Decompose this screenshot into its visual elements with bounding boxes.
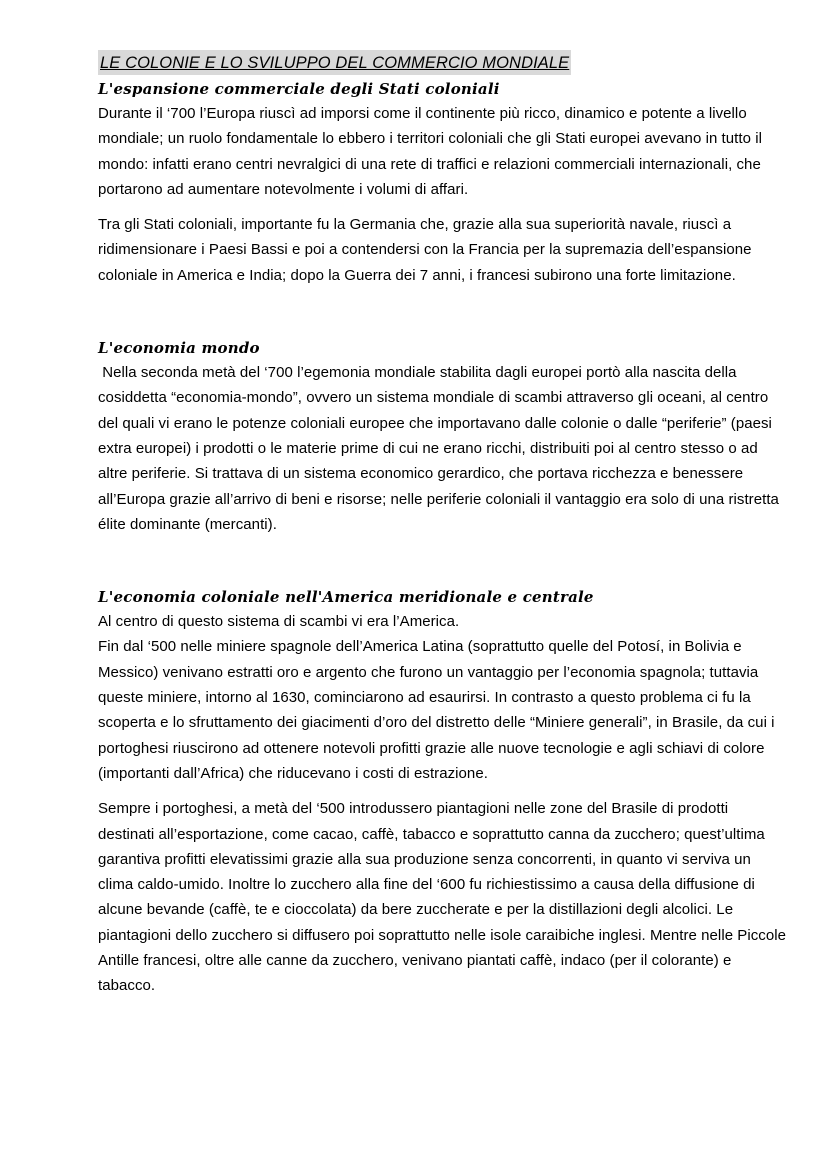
- paragraph: Al centro di questo sistema di scambi vi era l’America.: [98, 613, 460, 631]
- paragraph: Fin dal ‘500 nelle miniere spagnole dell’America Latina (soprattutto quelle del Potosí, in Bolivia e Messico) venivano estratti oro e argento che furono un vantaggio per l’economia spagnola; tuttavia queste miniere, intorno al 1630, cominciarono ad esaurirsi. In contrasto a questo problema ci fu la scoperta e lo sfruttamento dei giacimenti d’oro del distretto delle “Miniere generali”, in Brasile, da cui i portoghesi riuscirono ad ottenere notevoli profitti grazie alle nuove tecnologie e agli schiavi di colore (importanti dall’Africa) che riducevano i costi di estrazione.: [98, 638, 775, 782]
- section-heading-commercial-expansion: L'espansione commerciale degli Stati coloniali: [98, 80, 500, 98]
- document-title: LE COLONIE E LO SVILUPPO DEL COMMERCIO MONDIALE: [98, 50, 571, 75]
- section-heading-world-economy: L'economia mondo: [98, 339, 260, 358]
- paragraph: Sempre i portoghesi, a metà del ‘500 introdussero piantagioni nelle zone del Brasile di prodotti destinati all’esportazione, come cacao, caffè, tabacco e soprattutto canna da zucchero; quest’ultima garantiva profitti elevatissimi grazie alla sua produzione senza concorrenti, in quanto vi serviva un clima caldo-umido. Inoltre lo zucchero alla fine del ‘600 fu richiestissimo a causa della diffusione di alcune bevande (caffè, te e cioccolata) da bere zuccherate e per la distillazioni degli alcolici. Le piantagioni dello zucchero si diffusero poi soprattutto nelle isole caraibiche inglesi. Mentre nelle Piccole Antille francesi, oltre alle canne da zucchero, venivano piantati caffè, indaco (per il colorante) e tabacco.: [98, 800, 787, 995]
- section-heading-colonial-economy-america: L'economia coloniale nell'America meridionale e centrale: [98, 588, 594, 607]
- paragraph: Durante il ‘700 l’Europa riuscì ad imporsi come il continente più ricco, dinamico e potente a livello mondiale; un ruolo fondamentale lo ebbero i territori coloniali che gli Stati europei avevano in tutto il mondo: infatti erano centri nevralgici di una rete di traffici e relazioni commerciali internazionali, che portarono ad aumentare notevolmente i volumi di affari.: [98, 105, 762, 198]
- paragraph: Nella seconda metà del ‘700 l’egemonia mondiale stabilita dagli europei portò alla nascita della cosiddetta “economia-mondo”, ovvero un sistema mondiale di scambi attraverso gli oceani, al centro del quali vi erano le potenze coloniali europee che importavano dalle colonie o dalle “periferie” (paesi extra europei) i prodotti o le materie prime di cui ne erano ricchi, distribuiti poi al centro stesso o ad altre periferie. Si trattava di un sistema economico gerardico, che portava ricchezza e benessere all’Europa grazie all’arrivo di beni e risorse; nelle periferie coloniali il vantaggio era solo di una ristretta élite dominante (mercanti).: [98, 364, 784, 533]
- document-body: [98, 50, 788, 999]
- paragraph: Tra gli Stati coloniali, importante fu la Germania che, grazie alla sua superiorità navale, riuscì a ridimensionare i Paesi Bassi e poi a contendersi con la Francia per la supremazia dell’espansione coloniale in America e India; dopo la Guerra dei 7 anni, i francesi subirono una forte limitazione.: [98, 216, 752, 284]
